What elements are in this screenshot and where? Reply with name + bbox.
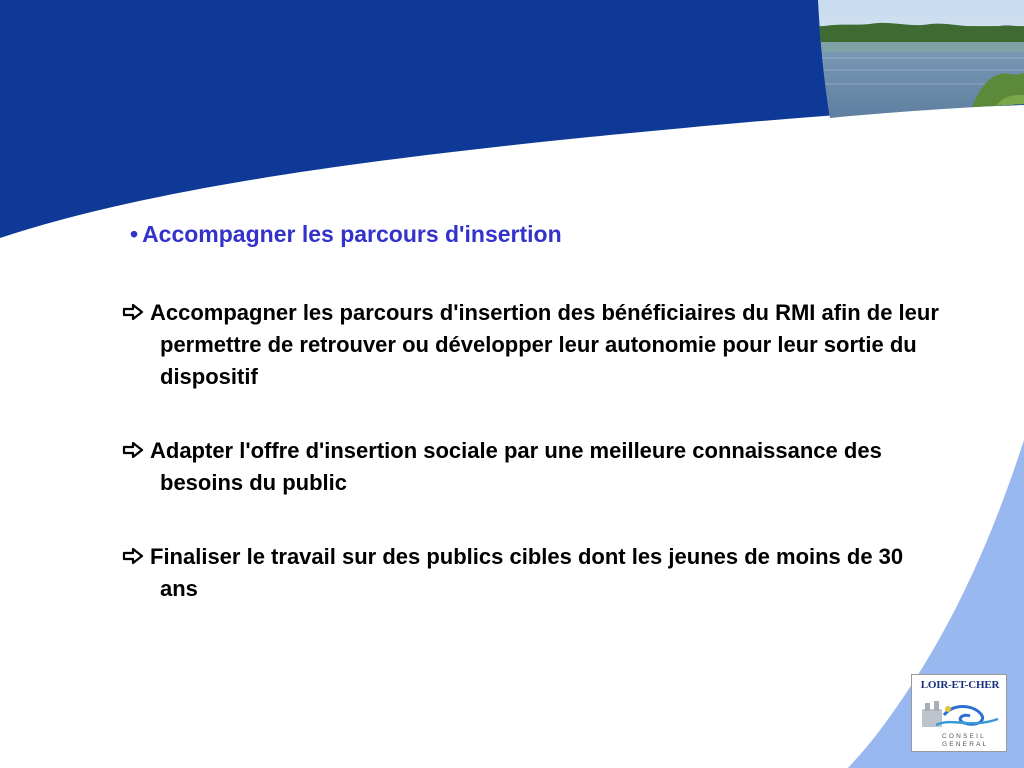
list-item-text: Adapter l'offre d'insertion sociale par une meilleure connaissance des besoins du public: [150, 438, 882, 495]
heading-text: Accompagner les parcours d'insertion: [142, 221, 562, 247]
bullet-list: [122, 297, 942, 647]
list-item: [122, 541, 942, 605]
section-heading: [130, 221, 562, 248]
list-item: [122, 435, 942, 499]
logo-subtitle: [942, 733, 1002, 749]
logo-subtitle-line1: CONSEIL: [942, 733, 986, 740]
list-item-text: Accompagner les parcours d'insertion des bénéficiaires du RMI afin de leur permettre de retrouver ou développer leur autonomie pour leur sortie du dispositif: [150, 300, 939, 389]
right-arrow-outline-icon: [122, 541, 150, 573]
logo-subtitle-line2: GENERAL: [942, 741, 989, 748]
right-arrow-outline-icon: [122, 297, 150, 329]
heading-bullet: •: [130, 221, 139, 247]
lake-landscape-photo: [0, 0, 1024, 130]
conseil-general-logo: [911, 674, 1007, 752]
list-item: [122, 297, 942, 393]
logo-title: LOIR-ET-CHER: [920, 679, 1000, 691]
logo-emblem-icon: [918, 695, 1002, 731]
right-arrow-outline-icon: [122, 435, 150, 467]
list-item-text: Finaliser le travail sur des publics cibles dont les jeunes de moins de 30 ans: [150, 544, 904, 601]
